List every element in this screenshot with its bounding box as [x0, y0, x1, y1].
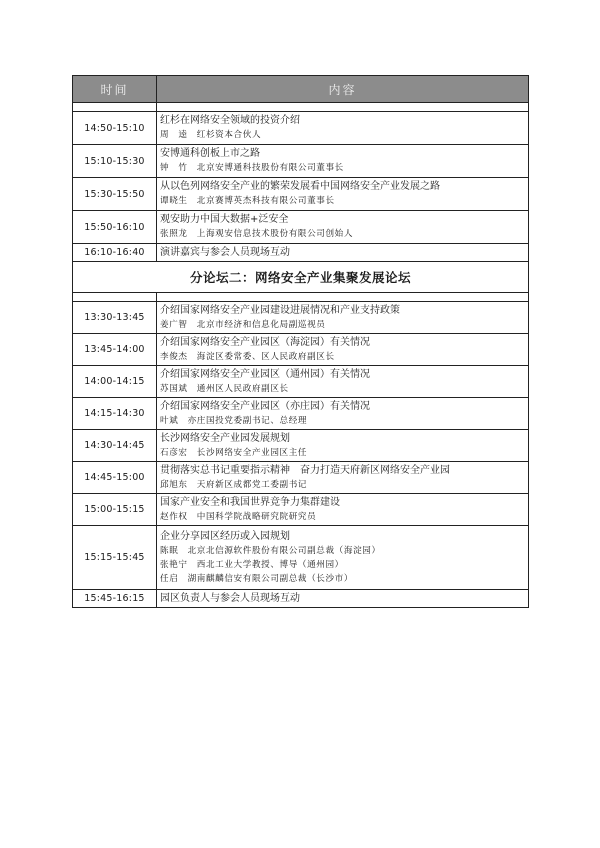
content-cell [157, 244, 529, 262]
content-cell [157, 302, 529, 334]
time-cell: 15:10-15:30 [73, 145, 157, 178]
time-cell: 15:50-16:10 [73, 211, 157, 244]
table-row [73, 462, 529, 494]
speaker-line: 谭晓生 北京赛博英杰科技有限公司董事长 [160, 196, 335, 206]
speaker-line: 苏国斌 通州区人民政府副区长 [160, 383, 289, 394]
forum-title: 分论坛二：网络安全产业集聚发展论坛 [73, 262, 529, 293]
content-cell [157, 211, 529, 244]
topic-title: 观安助力中国大数据+泛安全 [160, 214, 289, 225]
table-row [73, 302, 529, 334]
time-cell: 15:15-15:45 [73, 526, 157, 590]
speaker-line: 姜广智 北京市经济和信息化局副巡视员 [160, 319, 326, 330]
forum-title-row [73, 262, 529, 293]
speaker-line: 张艳宁 西北工业大学教授、博导（通州园） [160, 559, 344, 570]
content-cell [157, 334, 529, 366]
content-cell [157, 590, 529, 608]
content-cell [157, 430, 529, 462]
topic-title: 安博通科创板上市之路 [160, 148, 260, 159]
time-cell: 15:30-15:50 [73, 178, 157, 211]
content-cell [157, 494, 529, 526]
time-cell: 13:30-13:45 [73, 302, 157, 334]
topic-title: 介绍国家网络安全产业园建设进展情况和产业支持政策 [160, 304, 400, 316]
table-row [73, 178, 529, 211]
time-cell: 14:45-15:00 [73, 462, 157, 494]
table-row [73, 112, 529, 145]
speaker-line: 陈眠 北京北信源软件股份有限公司副总裁（海淀园） [160, 545, 381, 556]
topic-title: 红杉在网络安全领域的投资介绍 [160, 115, 300, 126]
content-cell [157, 145, 529, 178]
topic-title: 介绍国家网络安全产业园区（海淀园）有关情况 [160, 336, 370, 348]
table-row [73, 590, 529, 608]
speaker-line: 钟 竹 北京安博通科技股份有限公司董事长 [160, 163, 344, 173]
time-cell: 13:45-14:00 [73, 334, 157, 366]
time-cell: 16:10-16:40 [73, 244, 157, 262]
topic-title: 国家产业安全和我国世界竞争力集群建设 [160, 496, 340, 508]
speaker-line: 任启 湖南麒麟信安有限公司副总裁（长沙市） [160, 573, 354, 584]
topic-title: 贯彻落实总书记重要指示精神 奋力打造天府新区网络安全产业园 [160, 464, 450, 476]
content-cell [157, 526, 529, 590]
topic-title: 演讲嘉宾与参会人员现场互动 [160, 246, 290, 258]
table-row [73, 244, 529, 262]
speaker-line: 邱旭东 天府新区成都党工委副书记 [160, 479, 308, 490]
header-time: 时间 [73, 76, 157, 103]
forum2-body [73, 262, 529, 608]
separator-row [73, 103, 529, 112]
topic-title: 介绍国家网络安全产业园区（通州园）有关情况 [160, 368, 370, 380]
topic-title: 长沙网络安全产业园发展规划 [160, 432, 290, 444]
time-cell: 14:50-15:10 [73, 112, 157, 145]
speaker-line: 李俊杰 海淀区委常委、区人民政府副区长 [160, 351, 335, 362]
topic-title: 从以色列网络安全产业的繁荣发展看中国网络安全产业发展之路 [160, 181, 440, 192]
table-row [73, 526, 529, 590]
table-header-row [73, 76, 529, 103]
separator-row [73, 293, 529, 302]
content-cell [157, 462, 529, 494]
table-row [73, 211, 529, 244]
content-cell [157, 178, 529, 211]
time-cell: 14:00-14:15 [73, 366, 157, 398]
schedule-table [72, 75, 529, 608]
header-content: 内容 [157, 76, 529, 103]
time-cell: 15:00-15:15 [73, 494, 157, 526]
content-cell [157, 112, 529, 145]
content-cell [157, 366, 529, 398]
speaker-line: 赵作权 中国科学院战略研究院研究员 [160, 511, 317, 522]
topic-title: 介绍国家网络安全产业园区（亦庄园）有关情况 [160, 400, 370, 412]
topic-title: 企业分享园区经历或入园规划 [160, 530, 290, 542]
table-row [73, 334, 529, 366]
section1-body [73, 103, 529, 262]
table-row [73, 494, 529, 526]
time-cell: 14:15-14:30 [73, 398, 157, 430]
table-row [73, 366, 529, 398]
time-cell: 15:45-16:15 [73, 590, 157, 608]
time-cell: 14:30-14:45 [73, 430, 157, 462]
table-row [73, 398, 529, 430]
content-cell [157, 398, 529, 430]
speaker-line: 张照龙 上海观安信息技术股份有限公司创始人 [160, 229, 354, 239]
table-row [73, 430, 529, 462]
speaker-line: 叶斌 亦庄国投党委副书记、总经理 [160, 415, 308, 426]
table-row [73, 145, 529, 178]
speaker-line: 石彦宏 长沙网络安全产业园区主任 [160, 447, 308, 458]
topic-title: 园区负责人与参会人员现场互动 [160, 592, 300, 604]
speaker-line: 周 逵 红杉资本合伙人 [160, 130, 262, 140]
